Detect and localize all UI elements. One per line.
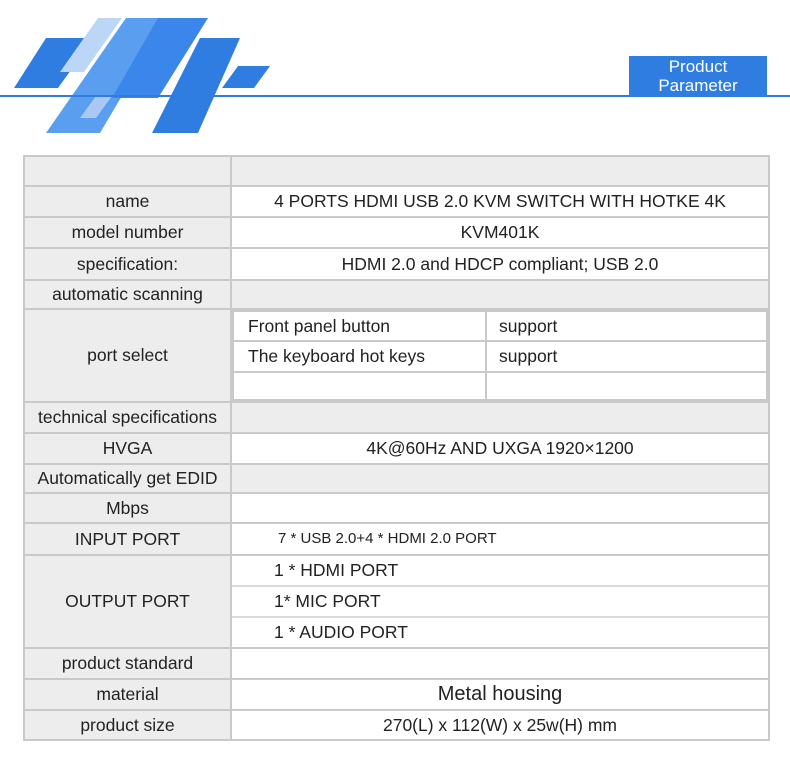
- output-port-item: 1* MIC PORT: [232, 587, 768, 618]
- table-row: [24, 493, 769, 523]
- table-header-row: [24, 156, 769, 186]
- table-row: [24, 523, 769, 555]
- table-row-port-select: [24, 309, 769, 402]
- row-value: KVM401K: [231, 217, 769, 248]
- header-cell-label: [24, 156, 231, 186]
- row-label: automatic scanning: [24, 280, 231, 309]
- output-port-item: 1 * HDMI PORT: [232, 556, 768, 587]
- stripe-6: [222, 66, 270, 88]
- table-row: [24, 710, 769, 740]
- table-row: [24, 679, 769, 710]
- row-label: HVGA: [24, 433, 231, 464]
- row-value: 270(L) x 112(W) x 25w(H) mm: [231, 710, 769, 740]
- row-value: [231, 493, 769, 523]
- spec-table: [23, 155, 770, 741]
- badge-line-1: Product: [668, 57, 728, 76]
- table-row: [24, 186, 769, 217]
- row-value: 4 PORTS HDMI USB 2.0 KVM SWITCH WITH HOTKE 4K: [231, 186, 769, 217]
- row-label: product size: [24, 710, 231, 740]
- badge-line-2: Parameter: [658, 76, 738, 95]
- row-value: [231, 402, 769, 433]
- row-value: [231, 464, 769, 493]
- port-select-subtable: [232, 310, 768, 401]
- table-row: [24, 217, 769, 248]
- table-row: [24, 648, 769, 679]
- table-row: [24, 248, 769, 280]
- row-label: product standard: [24, 648, 231, 679]
- row-value: HDMI 2.0 and HDCP compliant; USB 2.0: [231, 248, 769, 280]
- header-cell-value: [231, 156, 769, 186]
- port-select-status: support: [486, 341, 767, 372]
- table-row: [24, 464, 769, 493]
- output-port-item: 1 * AUDIO PORT: [274, 622, 408, 642]
- row-label: specification:: [24, 248, 231, 280]
- product-parameter-badge: [629, 56, 767, 95]
- table-row: [24, 402, 769, 433]
- row-label: OUTPUT PORT: [24, 555, 231, 648]
- row-label: model number: [24, 217, 231, 248]
- row-value: [231, 648, 769, 679]
- row-value: 7 * USB 2.0+4 * HDMI 2.0 PORT: [231, 523, 769, 555]
- row-label: INPUT PORT: [24, 523, 231, 555]
- output-port-list: [232, 556, 768, 647]
- table-row: [24, 433, 769, 464]
- row-value: 4K@60Hz AND UXGA 1920×1200: [231, 433, 769, 464]
- sub-row: [233, 341, 767, 372]
- port-select-status: support: [486, 311, 767, 341]
- row-label: port select: [24, 309, 231, 402]
- sub-row: [233, 311, 767, 341]
- row-label: Automatically get EDID: [24, 464, 231, 493]
- table-row: [24, 280, 769, 309]
- port-select-method: [233, 372, 486, 400]
- output-port-list-cell: [231, 555, 769, 648]
- port-select-status: [486, 372, 767, 400]
- row-value: [231, 280, 769, 309]
- row-label: name: [24, 186, 231, 217]
- row-label: material: [24, 679, 231, 710]
- port-select-method: The keyboard hot keys: [233, 341, 486, 372]
- row-label: technical specifications: [24, 402, 231, 433]
- header-rule: [0, 95, 790, 97]
- row-label: Mbps: [24, 493, 231, 523]
- row-value: Metal housing: [231, 679, 769, 710]
- port-select-method: Front panel button: [233, 311, 486, 341]
- table-row-output-port: [24, 555, 769, 648]
- sub-row: [233, 372, 767, 400]
- port-select-subtable-cell: [231, 309, 769, 402]
